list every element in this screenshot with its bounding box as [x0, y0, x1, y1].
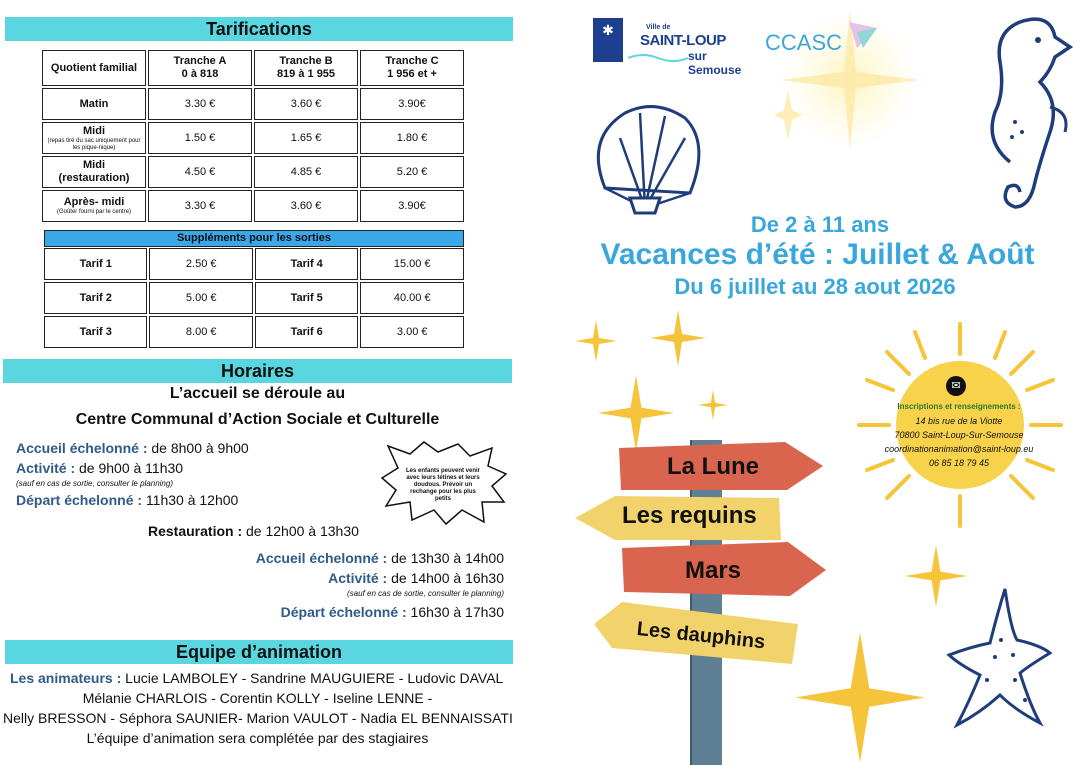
morning-activite: Activité : de 9h00 à 11h30: [16, 460, 184, 476]
price-cell: 3.90€: [360, 88, 464, 120]
tarifications-header: [5, 17, 513, 41]
supp-value: 3.00 €: [360, 316, 464, 348]
star-icon: [650, 310, 706, 366]
supp-value: 2.50 €: [149, 248, 252, 280]
equipe-header: Equipe d’animation: [5, 640, 513, 664]
horaires-intro-1: L’accueil se déroule au: [169, 385, 346, 402]
ccasc-logo: CCASC: [765, 30, 843, 55]
supp-value: 15.00 €: [360, 248, 464, 280]
ville-small-text: Ville de: [646, 24, 671, 31]
contact-email[interactable]: coordinationanimation@saint-loup.eu: [884, 444, 1034, 454]
ville-sub-text: sur Semouse: [688, 49, 742, 77]
ville-big-text: SAINT-LOUP: [640, 32, 726, 49]
price-cell: 3.90€: [360, 190, 464, 222]
row-label-midi-restauration: Midi (restauration): [42, 156, 146, 188]
sign-label-la-lune: La Lune: [667, 453, 760, 480]
ccasc-triangle-icon: [845, 18, 881, 52]
price-cell: 3.60 €: [254, 190, 358, 222]
supplements-header: Suppléments pour les sorties: [44, 230, 464, 247]
header-tranche-b: Tranche B 819 à 1 955: [254, 50, 358, 86]
wave-icon: [628, 52, 688, 62]
price-cell: 3.60 €: [254, 88, 358, 120]
afternoon-activite: Activité : de 14h00 à 16h30: [328, 570, 504, 586]
horaires-header: Horaires: [3, 359, 512, 383]
morning-accueil: Accueil échelonné : de 8h00 à 9h00: [16, 440, 249, 456]
sign-label-les-dauphins: Les dauphins: [635, 618, 767, 654]
header-tranche-c: Tranche C 1 956 et +: [360, 50, 464, 86]
headline-dates: Du 6 juillet au 28 aout 2026: [674, 274, 956, 299]
star-icon: [575, 320, 617, 362]
afternoon-accueil: Accueil échelonné : de 13h30 à 14h00: [255, 550, 504, 566]
supp-label: Tarif 1: [44, 248, 147, 280]
bubble-text: Les enfants peuvent venir avec leurs tétines et leurs doudous. Prévoir un rechange pour les plus petits: [405, 468, 481, 502]
contact-title: Inscriptions et renseignements :: [897, 402, 1021, 411]
sunburst-glow: [740, 0, 940, 150]
supp-label: Tarif 3: [44, 316, 147, 348]
star-icon: [698, 390, 728, 420]
price-cell: 3.30 €: [148, 88, 252, 120]
price-cell: 5.20 €: [360, 156, 464, 188]
ville-logo: [628, 16, 753, 77]
equipe-line-1: Les animateurs : Lucie LAMBOLEY - Sandrine MAUGUIERE - Ludovic DAVAL: [10, 670, 504, 686]
morning-depart: Départ échelonné : 11h30 à 12h00: [16, 492, 239, 508]
sign-label-mars: Mars: [685, 557, 742, 584]
contact-address-2: 70800 Saint-Loup-Sur-Semouse: [894, 430, 1024, 440]
supp-value: 40.00 €: [360, 282, 464, 314]
afternoon-depart: Départ échelonné : 16h30 à 17h30: [280, 604, 504, 620]
headline-title: Vacances d’été : Juillet & Août: [600, 238, 1035, 271]
supp-value: 5.00 €: [149, 282, 252, 314]
shell-icon: [585, 98, 710, 218]
tarifications-title: Tarifications: [206, 19, 312, 39]
seahorse-icon: [980, 12, 1075, 222]
sign-label-les-requins: Les requins: [622, 502, 757, 529]
supp-value: 8.00 €: [149, 316, 252, 348]
headline-ages: De 2 à 11 ans: [750, 212, 890, 237]
snowflake-icon: ✱: [602, 22, 614, 38]
horaires-intro-2: Centre Communal d’Action Sociale et Culturelle: [75, 411, 440, 428]
star-icon: [795, 630, 925, 765]
row-label-matin: Matin: [42, 88, 146, 120]
row-label-apres-midi: Après- midi (Goûter fourni par le centre): [42, 190, 146, 222]
header-tranche-a: Tranche A 0 à 818: [148, 50, 252, 86]
supp-label: Tarif 4: [255, 248, 358, 280]
supp-label: Tarif 5: [255, 282, 358, 314]
price-cell: 1.80 €: [360, 122, 464, 154]
cnaf-logo: [593, 18, 623, 62]
supp-label: Tarif 6: [255, 316, 358, 348]
equipe-line-3: Nelly BRESSON - Séphora SAUNIER- Marion VAULOT - Nadia EL BENNAISSATI: [3, 710, 513, 726]
equipe-line-4: L’équipe d’animation sera complétée par des stagiaires: [86, 730, 429, 746]
price-cell: 4.85 €: [254, 156, 358, 188]
afternoon-note: (sauf en cas de sortie, consulter le planning): [347, 589, 504, 598]
price-cell: 1.65 €: [254, 122, 358, 154]
row-label-midi: Midi (repas tiré du sac uniquement pour les pique-nique): [42, 122, 146, 154]
price-cell: 1.50 €: [148, 122, 252, 154]
supplements-table: [42, 246, 466, 350]
supp-label: Tarif 2: [44, 282, 147, 314]
starfish-icon: [945, 585, 1055, 735]
mail-icon: ✉: [946, 376, 966, 396]
equipe-line-2: Mélanie CHARLOIS - Corentin KOLLY - Iseline LENNE -: [82, 690, 433, 706]
morning-note: (sauf en cas de sortie, consulter le planning): [16, 479, 173, 488]
header-quotient: Quotient familial: [42, 50, 146, 86]
contact-phone: 06 85 18 79 45: [928, 458, 990, 468]
price-cell: 4.50 €: [148, 156, 252, 188]
contact-address-1: 14 bis rue de la Viotte: [915, 416, 1003, 426]
restauration: Restauration : de 12h00 à 13h30: [148, 523, 359, 539]
price-cell: 3.30 €: [148, 190, 252, 222]
tarif-table: [40, 48, 466, 224]
